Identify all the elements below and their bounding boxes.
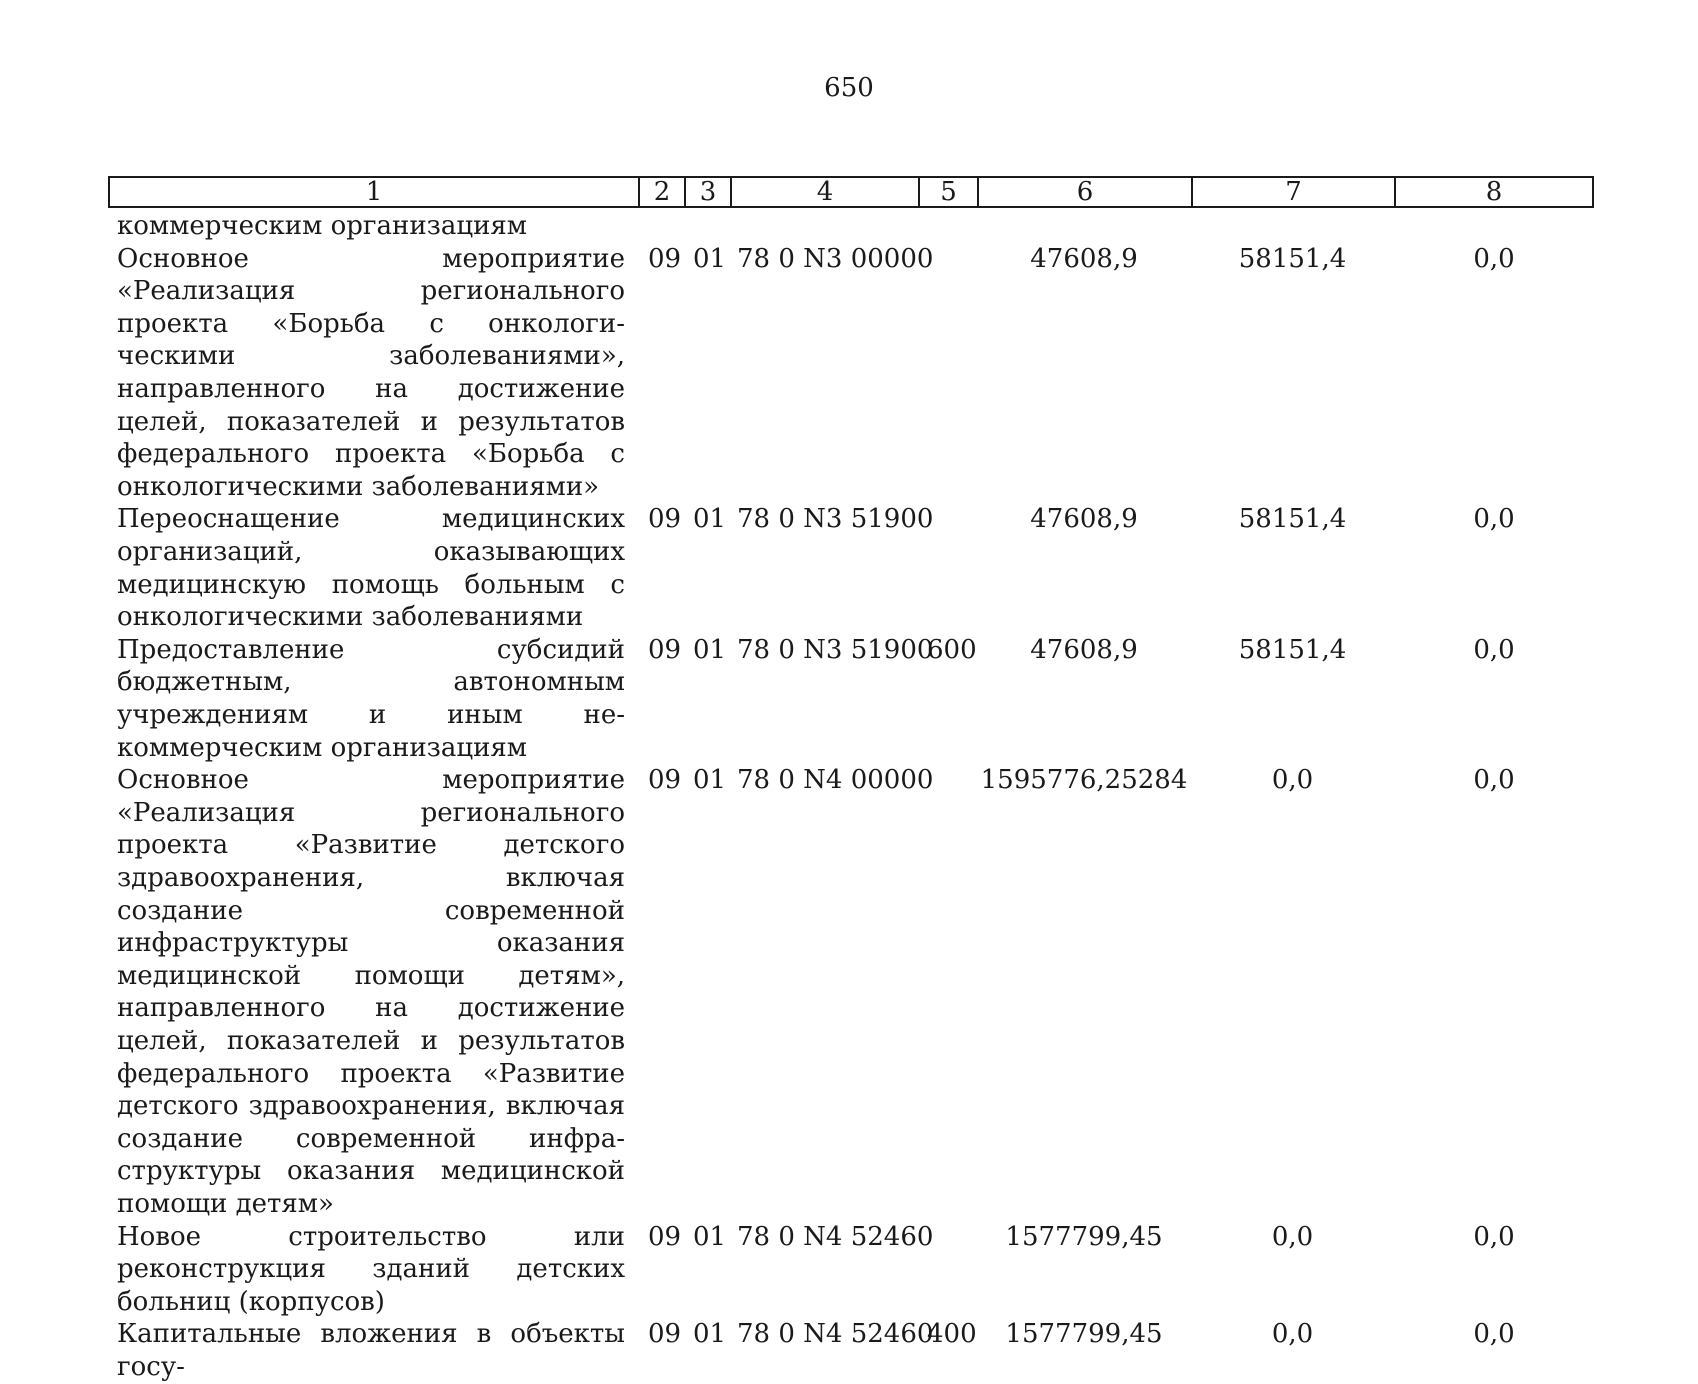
row-description: Капитальные вложения в объекты госу-: [117, 1319, 625, 1382]
table-header-row: [108, 176, 1594, 208]
table-rows: [0, 243, 1698, 1384]
row-description: Переоснащение медицинских организаций, оказывающих медицинскую помощь больным с онкологическими заболеваниями: [117, 504, 625, 633]
table-row: [0, 243, 1698, 504]
row-podrazdel: 01: [693, 504, 727, 535]
row-razdel: 09: [648, 1319, 682, 1350]
row-amount-col7: 58151,4: [1238, 634, 1347, 665]
table-row: [0, 1318, 1698, 1383]
row-amount-col7: 0,0: [1271, 1221, 1314, 1252]
header-col-1: 1: [110, 178, 640, 206]
table-row: [0, 503, 1698, 633]
header-col-6: 6: [979, 178, 1193, 206]
row-razdel: 09: [648, 243, 682, 274]
row-amount-col6: 1577799,45: [1005, 1319, 1163, 1350]
row-amount-col6: 47608,9: [1030, 504, 1138, 535]
row-amount-col8: 0,0: [1473, 765, 1515, 796]
row-podrazdel: 01: [693, 1221, 727, 1252]
row-amount-col8: 0,0: [1473, 504, 1515, 535]
table-row: [0, 764, 1698, 1220]
header-col-5: 5: [920, 178, 979, 206]
header-col-2: 2: [640, 178, 686, 206]
continuation-text: коммерческим организациям: [117, 211, 528, 241]
row-target-article: 78 0 N3 00000: [737, 243, 934, 274]
row-description: Основное мероприятие «Реализация регионального проекта «Развитие детского здравоохранения, включая создание современной инфраструктуры оказания медицинской помощи детям», направленного на достижение целей, показателей и результатов федерального проекта «Развитие детского здравоохранения, включая создание современной инфраструктуры оказания медицинской помощи детям»: [117, 765, 625, 1219]
row-amount-col6: 47608,9: [1030, 634, 1138, 665]
row-podrazdel: 01: [693, 634, 727, 665]
row-amount-col6: 1595776,25284: [980, 765, 1188, 796]
row-amount-col6: 1577799,45: [1005, 1221, 1163, 1252]
row-description: Основное мероприятие «Реализация регионального проекта «Борьба с онкологическими заболеваниями», направленного на достижение целей, показателей и результатов федерального проекта «Борьба с онкологическими заболеваниями»: [117, 243, 625, 502]
header-col-8: 8: [1485, 177, 1503, 207]
row-podrazdel: 01: [693, 243, 727, 274]
row-amount-col8: 0,0: [1473, 243, 1515, 274]
header-col-4: 4: [732, 178, 920, 206]
row-target-article: 78 0 N4 00000: [737, 765, 934, 796]
row-amount-col7: 58151,4: [1238, 504, 1347, 535]
row-razdel: 09: [648, 1221, 682, 1252]
table-row: [0, 634, 1698, 764]
row-target-article: 78 0 N4 52460: [737, 1319, 934, 1350]
row-amount-col7: 0,0: [1271, 1319, 1314, 1350]
row-podrazdel: 01: [693, 765, 727, 796]
row-target-article: 78 0 N3 51900: [737, 504, 934, 535]
row-amount-col8: 0,0: [1473, 1221, 1515, 1252]
table-row: [0, 1221, 1698, 1319]
row-podrazdel: 01: [693, 1319, 727, 1350]
row-amount-col6: 47608,9: [1030, 243, 1138, 274]
row-amount-col7: 58151,4: [1238, 243, 1347, 274]
row-expense-type: 400: [927, 1319, 977, 1350]
row-amount-col8: 0,0: [1473, 1319, 1515, 1350]
row-target-article: 78 0 N3 51900: [737, 634, 934, 665]
row-target-article: 78 0 N4 52460: [737, 1221, 934, 1252]
header-col-7: 7: [1193, 178, 1396, 206]
page-number: 650: [824, 73, 874, 103]
row-expense-type: 600: [927, 634, 977, 665]
row-description: Предоставление субсидий бюджетным, автономным учреждениям и иным некоммерческим организациям: [117, 634, 625, 763]
row-razdel: 09: [648, 765, 682, 796]
row-razdel: 09: [648, 634, 682, 665]
continuation-row: [0, 210, 1698, 243]
row-description: Новое строительство или реконструкция зданий детских больниц (корпусов): [117, 1221, 625, 1317]
row-razdel: 09: [648, 504, 682, 535]
row-amount-col8: 0,0: [1473, 634, 1515, 665]
header-col-3: 3: [686, 178, 732, 206]
row-amount-col7: 0,0: [1271, 765, 1314, 796]
table-body: [0, 210, 1698, 1384]
